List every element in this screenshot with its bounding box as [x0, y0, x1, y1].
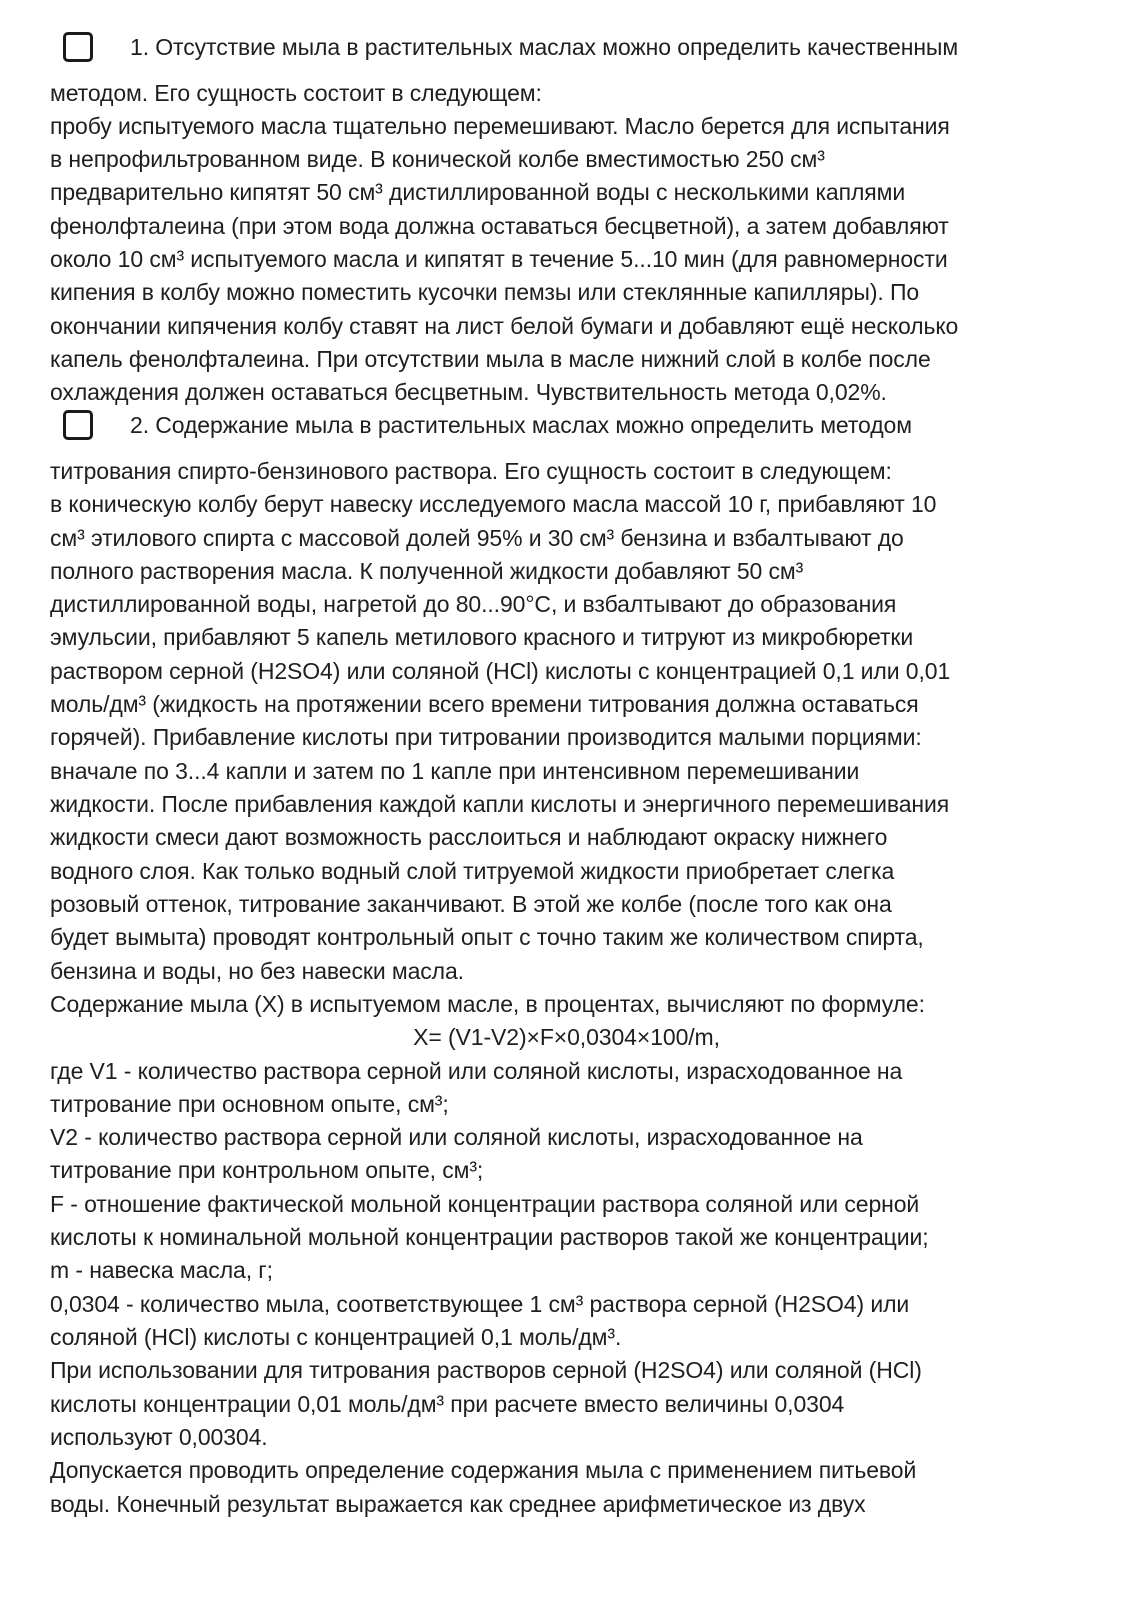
- section1-heading: 1. Отсутствие мыла в растительных маслах можно определить качественным: [130, 34, 959, 60]
- section1-line: предварительно кипятят 50 см³ дистиллированной воды с несколькими каплями: [50, 179, 906, 205]
- section2-line: вначале по 3...4 капли и затем по 1 капле при интенсивном перемешивании: [50, 758, 860, 784]
- section2-line: эмульсии, прибавляют 5 капель метилового красного и титруют из микробюретки: [50, 624, 914, 650]
- definition-line: 0,0304 - количество мыла, соответствующее 1 см³ раствора серной (H2SO4) или: [50, 1291, 910, 1317]
- section2-line: жидкости смеси дают возможность расслоиться и наблюдают окраску нижнего: [50, 824, 888, 850]
- section1-line: методом. Его сущность состоит в следующем:: [50, 80, 542, 106]
- definition-line: воды. Конечный результат выражается как среднее арифметическое из двух: [50, 1491, 866, 1517]
- section1-line: охлаждения должен оставаться бесцветным. Чувствительность метода 0,02%.: [50, 379, 887, 405]
- definition-line: Допускается проводить определение содержания мыла с применением питьевой: [50, 1457, 917, 1483]
- section2-line: в коническую колбу берут навеску исследуемого масла массой 10 г, прибавляют 10: [50, 491, 937, 517]
- section1-line: в непрофильтрованном виде. В конической колбе вместимостью 250 см³: [50, 146, 825, 172]
- section2-line: будет вымыта) проводят контрольный опыт с точно таким же количеством спирта,: [50, 924, 924, 950]
- section1-line: около 10 см³ испытуемого масла и кипятят в течение 5...10 мин (для равномерности: [50, 246, 948, 272]
- section2-line: водного слоя. Как только водный слой титруемой жидкости приобретает слегка: [50, 858, 895, 884]
- section1-line: фенолфталеина (при этом вода должна оставаться бесцветной), а затем добавляют: [50, 213, 949, 239]
- definition-line: титрование при основном опыте, см³;: [50, 1091, 449, 1117]
- definition-line: титрование при контрольном опыте, см³;: [50, 1157, 484, 1183]
- definition-line: V2 - количество раствора серной или соляной кислоты, израсходованное на: [50, 1124, 863, 1150]
- section1-line: окончании кипячения колбу ставят на лист белой бумаги и добавляют ещё несколько: [50, 313, 959, 339]
- definition-line: соляной (HCl) кислоты с концентрацией 0,1 моль/дм³.: [50, 1324, 622, 1350]
- section2-line: раствором серной (H2SO4) или соляной (HCl) кислоты с концентрацией 0,1 или 0,01: [50, 658, 951, 684]
- section1-line: кипения в колбу можно поместить кусочки пемзы или стеклянные капилляры). По: [50, 279, 920, 305]
- definition-line: кислоты концентрации 0,01 моль/дм³ при расчете вместо величины 0,0304: [50, 1391, 845, 1417]
- section2-line: моль/дм³ (жидкость на протяжении всего времени титрования должна оставаться: [50, 691, 919, 717]
- section2-line: титрования спирто-бензинового раствора. Его сущность состоит в следующем:: [50, 458, 892, 484]
- definition-line: кислоты к номинальной мольной концентрации растворов такой же концентрации;: [50, 1224, 929, 1250]
- section2-checkbox[interactable]: [63, 410, 93, 440]
- section2-line: жидкости. После прибавления каждой капли кислоты и энергичного перемешивания: [50, 791, 950, 817]
- formula: X= (V1-V2)×F×0,0304×100/m,: [413, 1024, 720, 1050]
- section2-line: горячей). Прибавление кислоты при титровании производится малыми порциями:: [50, 724, 922, 750]
- definition-line: где V1 - количество раствора серной или соляной кислоты, израсходованное на: [50, 1058, 903, 1084]
- section1-checkbox[interactable]: [63, 32, 93, 62]
- section2-line: дистиллированной воды, нагретой до 80...90°С, и взбалтывают до образования: [50, 591, 897, 617]
- section2-heading: 2. Содержание мыла в растительных маслах можно определить методом: [130, 412, 912, 438]
- section2-line: см³ этилового спирта с массовой долей 95% и 30 см³ бензина и взбалтывают до: [50, 525, 904, 551]
- definition-line: При использовании для титрования растворов серной (H2SO4) или соляной (HCl): [50, 1357, 922, 1383]
- definition-line: используют 0,00304.: [50, 1424, 268, 1450]
- section2-line: Содержание мыла (X) в испытуемом масле, в процентах, вычисляют по формуле:: [50, 991, 925, 1017]
- definition-line: m - навеска масла, г;: [50, 1257, 273, 1283]
- section2-line: полного растворения масла. К полученной жидкости добавляют 50 см³: [50, 558, 804, 584]
- section2-line: бензина и воды, но без навески масла.: [50, 958, 464, 984]
- section1-line: капель фенолфталеина. При отсутствии мыла в масле нижний слой в колбе после: [50, 346, 931, 372]
- section2-line: розовый оттенок, титрование заканчивают. В этой же колбе (после того как она: [50, 891, 892, 917]
- section1-line: пробу испытуемого масла тщательно перемешивают. Масло берется для испытания: [50, 113, 950, 139]
- definition-line: F - отношение фактической мольной концентрации раствора соляной или серной: [50, 1191, 920, 1217]
